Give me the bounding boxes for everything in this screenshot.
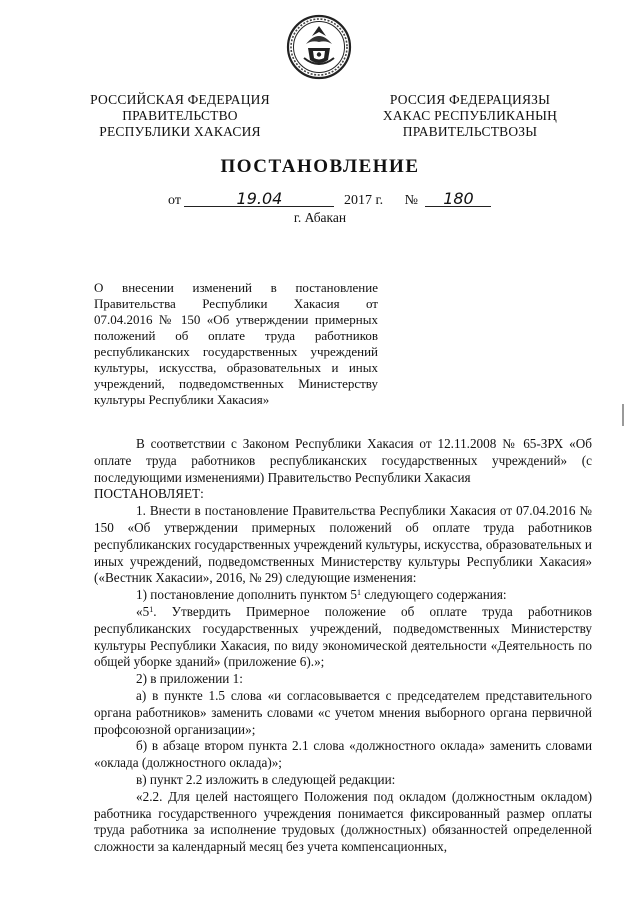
handwritten-number: 180 <box>425 192 491 207</box>
header-left-line: РОССИЙСКАЯ ФЕДЕРАЦИЯ <box>90 92 270 107</box>
header-left-line: ПРАВИТЕЛЬСТВО <box>122 108 238 123</box>
body-paragraph: а) в пункте 1.5 слова «и согласовывается с председателем представительного органа работников» заменить словами «с учетом мнения выборного органа первичной профсоюзной организации»; <box>94 687 592 737</box>
scan-margin-mark <box>622 404 624 426</box>
header-right-line: ПРАВИТЕЛЬСТВОЗЫ <box>402 124 538 139</box>
body-paragraph <box>94 587 592 604</box>
body-paragraph: В соответствии с Законом Республики Хакасия от 12.11.2008 № 65-ЗРХ «Об оплате труда работников республиканских государственных учреждений» (с последующими изменениями) Правительство Республики Хакасия <box>94 436 592 485</box>
body-paragraph: 2) в приложении 1: <box>136 671 243 687</box>
subject-line: положений об оплате труда работников <box>94 328 378 343</box>
subject-line: Правительства Республики Хакасия от <box>94 296 378 311</box>
body-text: 1) постановление дополнить пунктом 5 <box>136 587 357 603</box>
superscript: 1 <box>356 588 361 598</box>
body-paragraph: в) пункт 2.2 изложить в следующей редакции: <box>136 771 396 787</box>
body-paragraph: б) в абзаце втором пункта 2.1 слова «должностного оклада» заменить словами «оклада (должностного оклада)»; <box>94 738 592 771</box>
body-paragraph <box>94 604 592 671</box>
body-paragraph: 1. Внести в постановление Правительства Республики Хакасия от 07.04.2016 № 150 «Об утверждении примерных положений об оплате труда работников республиканских государственных учреждений культуры, искусства, образовательных и иных учреждений, подведомственных Министерству культуры Республики Хакасия» («Вестник Хакасии», 2016, № 29) следующие изменения: <box>94 503 592 586</box>
subject-line: 07.04.2016 № 150 «Об утверждении примерных <box>94 312 378 327</box>
header-right-block <box>370 92 570 140</box>
body-paragraph: «2.2. Для целей настоящего Положения под окладом (должностным окладом) работника государственного учреждения понимается фиксированный размер оплаты труда работника за исполнение трудовых (должностных) обязанностей определенной сложности за календарный месяц без учета компенсационных, <box>94 788 592 855</box>
subject-line: О внесении изменений в постановление <box>94 280 378 295</box>
handwritten-date: 19.04 <box>184 192 334 207</box>
number-label: № <box>404 193 418 208</box>
document-title: ПОСТАНОВЛЕНИЕ <box>220 156 420 177</box>
header-left-line: РЕСПУБЛИКИ ХАКАСИЯ <box>99 124 261 139</box>
subject-line: культуры, искусства, образовательных и иных <box>94 360 378 375</box>
date-number-line <box>168 189 491 209</box>
subject-line: учреждений, подведомственных Министерству <box>94 376 378 391</box>
date-year: 2017 г. <box>343 193 384 208</box>
body-paragraph-decree: ПОСТАНОВЛЯЕТ: <box>94 486 204 502</box>
subject-block <box>94 280 378 408</box>
body-text: . Утвердить Примерное положение об оплате труда работников республиканских государственных учреждений, подведомственных Министерству культуры Республики Хакасия, по виду экономической деятельности «Деятельность по общей уборке зданий» (приложение 6).»; <box>94 603 592 670</box>
subject-line: республиканских государственных учреждений <box>94 344 378 359</box>
document-body <box>94 436 592 856</box>
coat-of-arms-emblem <box>286 14 352 80</box>
body-text: следующего содержания: <box>360 587 507 603</box>
body-text: «5 <box>136 603 150 619</box>
superscript: 1 <box>149 604 154 614</box>
header-left-block <box>80 92 280 140</box>
header-right-line: ХАКАС РЕСПУБЛИКАНЫҢ <box>382 108 558 123</box>
header-right-line: РОССИЯ ФЕДЕРАЦИЯЗЫ <box>389 92 551 107</box>
subject-line: культуры Республики Хакасия» <box>94 392 270 407</box>
date-prefix: от <box>168 193 181 208</box>
city-line: г. Абакан <box>293 210 347 225</box>
